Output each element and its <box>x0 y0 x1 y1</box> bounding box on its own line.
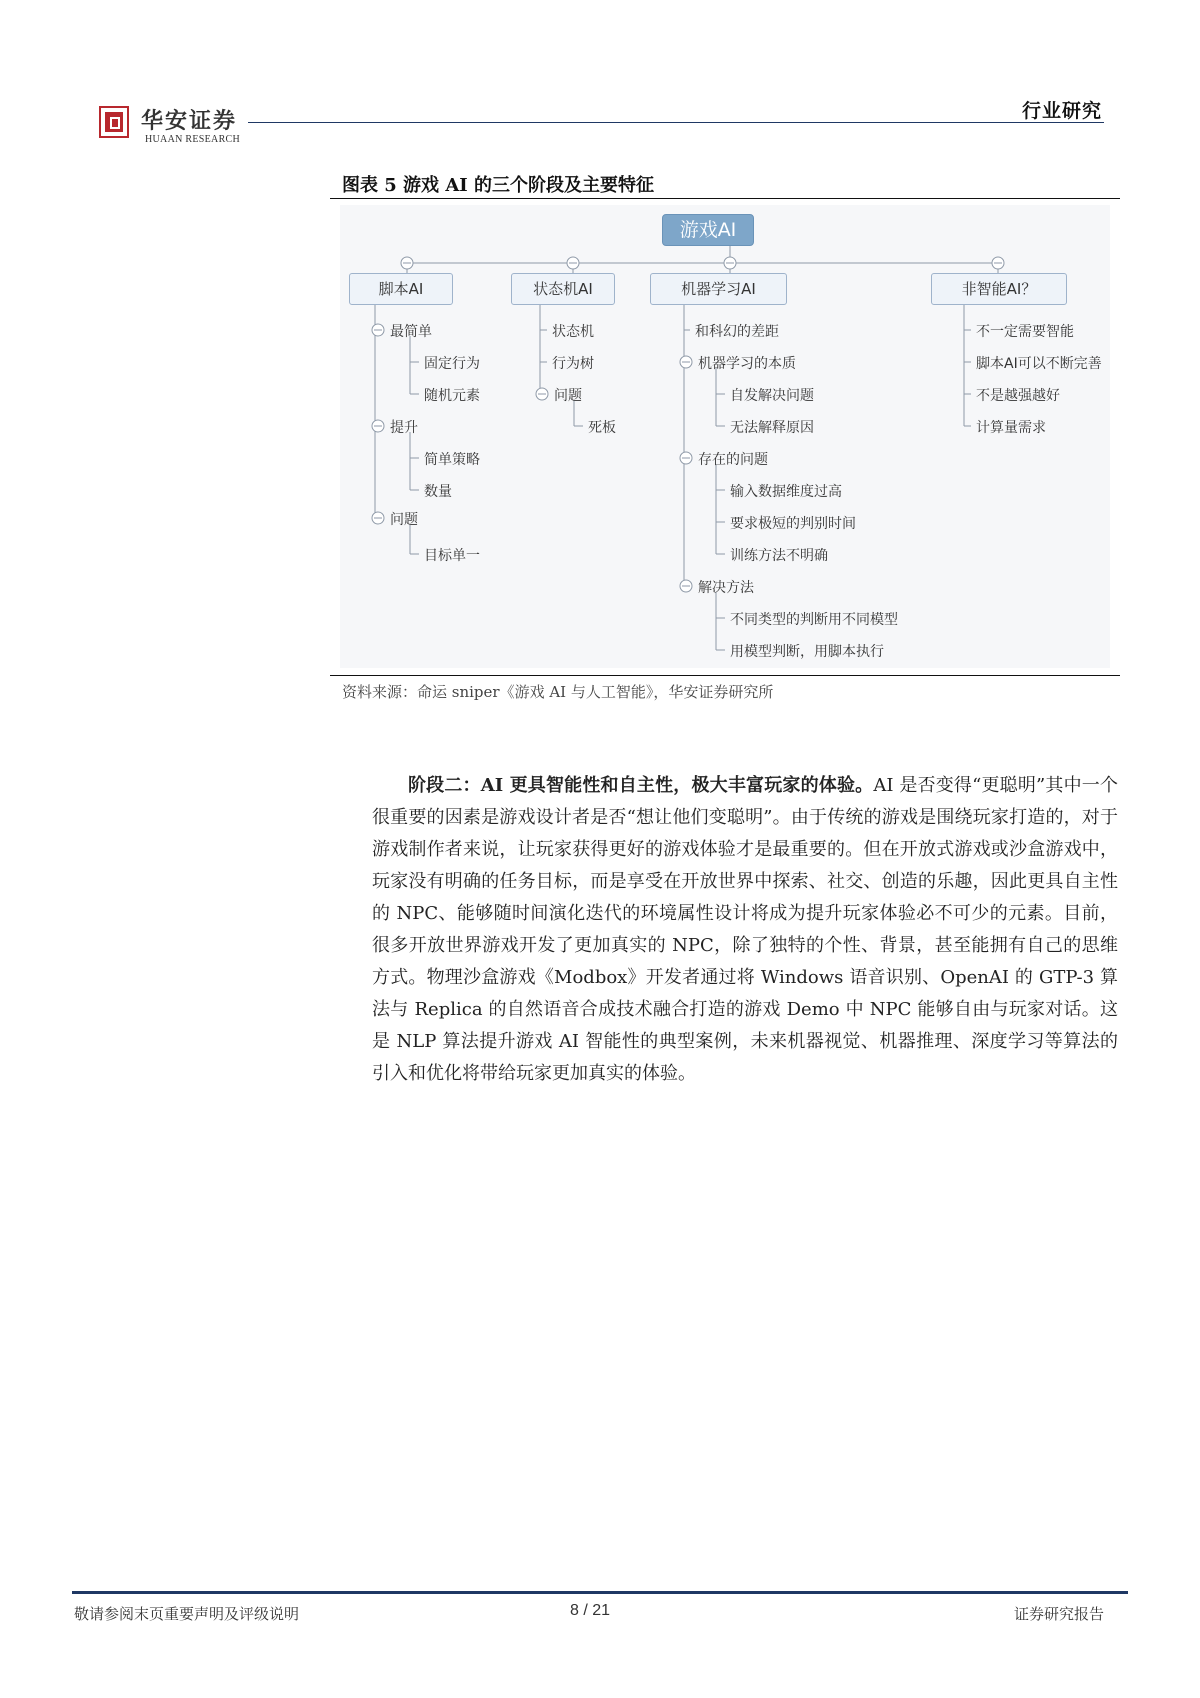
figure-top-rule <box>330 198 1120 199</box>
brand-name: 华安证券 <box>141 108 238 134</box>
mindmap-item: 行为树 <box>552 356 594 372</box>
mindmap-branch-ml-ai: 机器学习AI <box>650 273 787 305</box>
brand-name-en: HUAAN RESEARCH <box>145 134 241 145</box>
mindmap-item: 机器学习的本质 <box>698 356 796 372</box>
figure-source: 资料来源：命运 sniper《游戏 AI 与人工智能》，华安证券研究所 <box>342 683 774 701</box>
paragraph-lead: 阶段二：AI 更具智能性和自主性，极大丰富玩家的体验。 <box>408 775 874 796</box>
header-divider <box>248 122 1104 123</box>
mindmap-item: 提升 <box>390 420 418 436</box>
mindmap-subitem: 自发解决问题 <box>730 388 814 404</box>
paragraph-text: AI 是否变得“更聪明”其中一个很重要的因素是游戏设计者是否“想让他们变聪明”。由于传统的游戏是围绕玩家打造的，对于游戏制作者来说，让玩家获得更好的游戏体验才是最重要的。但在开放式游戏或沙盒游戏中，玩家没有明确的任务目标，而是享受在开放世界中探索、社交、创造的乐趣，因此更具自主性的 NPC、能够随时间演化迭代的环境属性设计将成为提升玩家体验必不可少的元素。目前，很多开放世界游戏开发了更加真实的 NPC，除了独特的个性、背景，甚至能拥有自己的思维方式。物理沙盒游戏《Modbox》开发者通过将 Windows 语音识别、OpenAI 的 GTP-3 算法与 Replica 的自然语音合成技术融合打造的游戏 Demo 中 NPC 能够自由与玩家对话。这是 NLP 算法提升游戏 AI 智能性的典型案例，未来机器视觉、机器推理、深度学习等算法的引入和优化将带给玩家更加真实的体验。 <box>372 775 1118 1084</box>
mindmap-subitem: 简单策略 <box>424 452 480 468</box>
mindmap-subitem: 不同类型的判断用不同模型 <box>730 612 898 628</box>
section-title: 行业研究 <box>1021 100 1102 122</box>
mindmap-item: 解决方法 <box>698 580 754 596</box>
mindmap-subitem: 随机元素 <box>424 388 480 404</box>
figure-caption: 图表 5 游戏 AI 的三个阶段及主要特征 <box>342 175 654 196</box>
mindmap-branch-script-ai: 脚本AI <box>349 273 453 305</box>
mindmap-item: 不是越强越好 <box>976 388 1060 404</box>
footer-report-type: 证券研究报告 <box>1013 1605 1104 1623</box>
page-number: 8 / 21 <box>570 1602 611 1619</box>
mindmap-subitem: 目标单一 <box>424 548 480 564</box>
body-paragraph <box>372 770 1118 1090</box>
footer-disclaimer: 敬请参阅末页重要声明及评级说明 <box>74 1605 300 1623</box>
mindmap-item: 最简单 <box>390 324 432 340</box>
mindmap-item: 存在的问题 <box>698 452 768 468</box>
footer-divider <box>72 1591 1128 1594</box>
mindmap-subitem: 用模型判断，用脚本执行 <box>730 644 884 660</box>
figure-bottom-rule <box>330 675 1120 676</box>
mindmap-subitem: 固定行为 <box>424 356 480 372</box>
mindmap-subitem: 输入数据维度过高 <box>730 484 842 500</box>
mindmap-root: 游戏AI <box>662 214 754 246</box>
mindmap-item: 不一定需要智能 <box>976 324 1074 340</box>
mindmap-subitem: 要求极短的判别时间 <box>730 516 856 532</box>
collapse-icons <box>372 257 1004 592</box>
logo-icon <box>99 106 129 138</box>
mindmap <box>340 205 1110 668</box>
mindmap-subitem: 无法解释原因 <box>730 420 814 436</box>
mindmap-item: 和科幻的差距 <box>695 324 779 340</box>
mindmap-subitem: 训练方法不明确 <box>730 548 828 564</box>
mindmap-branch-fsm-ai: 状态机AI <box>511 273 615 305</box>
mindmap-item: 问题 <box>554 388 582 404</box>
mindmap-subitem: 数量 <box>424 484 452 500</box>
mindmap-item: 计算量需求 <box>976 420 1046 436</box>
mindmap-subitem: 死板 <box>588 420 616 436</box>
mindmap-item: 脚本AI可以不断完善 <box>976 356 1102 372</box>
mindmap-branch-non-ai: 非智能AI？ <box>931 273 1067 305</box>
mindmap-item: 问题 <box>390 512 418 528</box>
mindmap-item: 状态机 <box>552 324 594 340</box>
